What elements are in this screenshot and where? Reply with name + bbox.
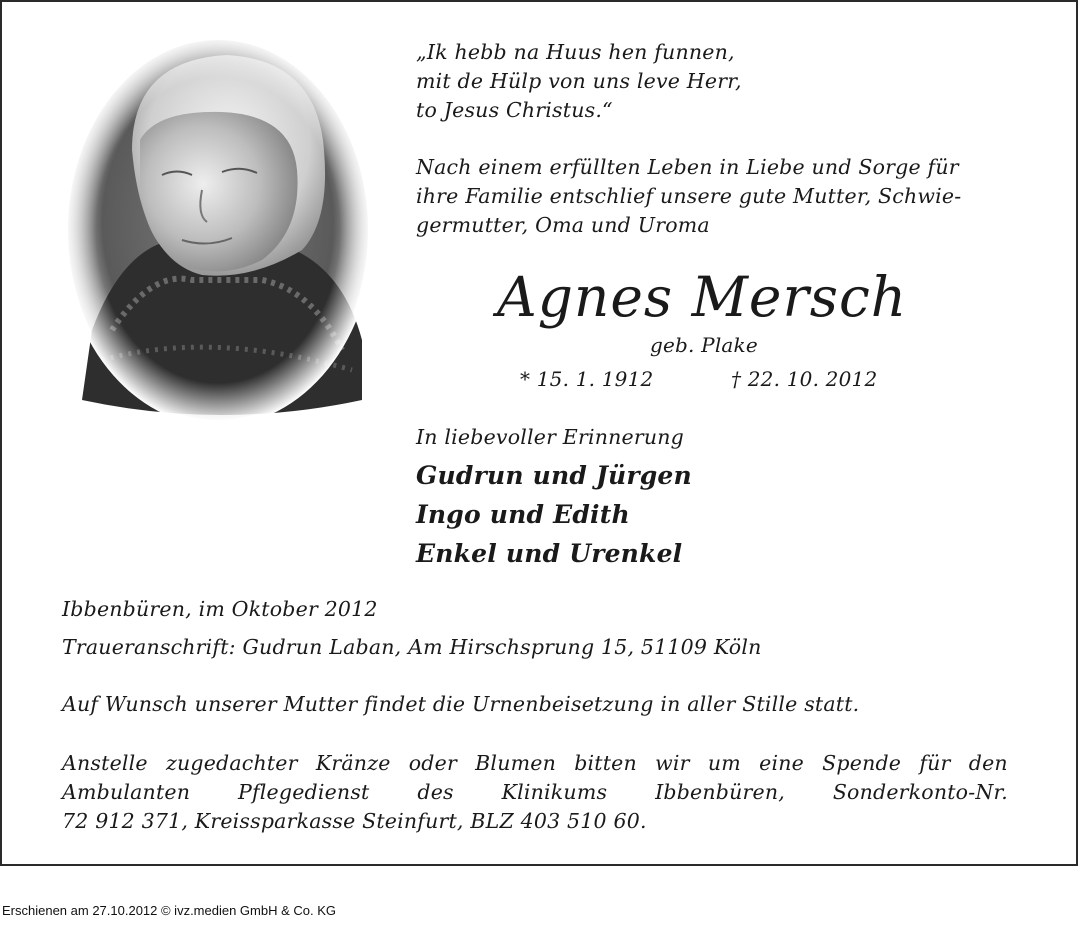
donation-word: Ibbenbüren, bbox=[655, 780, 785, 804]
donation-line: 72 912 371, Kreissparkasse Steinfurt, BLZ 403 510 60. bbox=[62, 809, 647, 833]
donation-word: Spende bbox=[822, 751, 902, 775]
deceased-name: Agnes Mersch bbox=[497, 265, 908, 329]
donation-word: um bbox=[707, 751, 741, 775]
donation-notice bbox=[62, 749, 1008, 836]
donation-word: für bbox=[919, 751, 951, 775]
publication-footer: Erschienen am 27.10.2012 © ivz.medien GmbH & Co. KG bbox=[2, 903, 337, 918]
donation-word: Ambulanten bbox=[62, 780, 191, 804]
donation-word: zugedachter bbox=[165, 751, 298, 775]
donation-word: Blumen bbox=[475, 751, 556, 775]
donation-word: eine bbox=[759, 751, 804, 775]
mourner-name: Gudrun und Jürgen bbox=[416, 461, 692, 490]
intro-line: ihre Familie entschlief unsere gute Mutter, Schwie- bbox=[416, 184, 962, 208]
donation-word: bitten bbox=[574, 751, 637, 775]
bible-quote bbox=[416, 38, 742, 125]
donation-word: Kränze bbox=[315, 751, 391, 775]
intro-line: germutter, Oma und Uroma bbox=[416, 213, 710, 237]
intro-text bbox=[416, 153, 961, 240]
portrait-photo bbox=[62, 30, 374, 422]
birth-date: * 15. 1. 1912 bbox=[520, 367, 654, 391]
mourners-list bbox=[416, 456, 692, 573]
donation-word: Pflegedienst bbox=[238, 780, 370, 804]
quote-line: to Jesus Christus.“ bbox=[416, 98, 613, 122]
memory-intro: In liebevoller Erinnerung bbox=[416, 425, 684, 449]
donation-word: des bbox=[417, 780, 454, 804]
donation-word: Klinikums bbox=[501, 780, 608, 804]
mourner-name: Enkel und Urenkel bbox=[416, 539, 683, 568]
place-date: Ibbenbüren, im Oktober 2012 bbox=[62, 597, 378, 621]
quote-line: „Ik hebb na Huus hen funnen, bbox=[416, 40, 735, 64]
donation-word: wir bbox=[655, 751, 690, 775]
maiden-name: geb. Plake bbox=[650, 333, 758, 357]
donation-word: Anstelle bbox=[62, 751, 148, 775]
mourning-address: Traueranschrift: Gudrun Laban, Am Hirschsprung 15, 51109 Köln bbox=[62, 635, 762, 659]
death-date: † 22. 10. 2012 bbox=[731, 367, 878, 391]
donation-word: oder bbox=[408, 751, 457, 775]
intro-line: Nach einem erfüllten Leben in Liebe und Sorge für bbox=[416, 155, 959, 179]
donation-line bbox=[62, 749, 1008, 778]
quote-line: mit de Hülp von uns leve Herr, bbox=[416, 69, 742, 93]
donation-word: den bbox=[968, 751, 1008, 775]
donation-word: Sonderkonto-Nr. bbox=[832, 780, 1008, 804]
donation-line bbox=[62, 778, 1008, 807]
burial-notice: Auf Wunsch unserer Mutter findet die Urnenbeisetzung in aller Stille statt. bbox=[62, 692, 860, 716]
mourner-name: Ingo und Edith bbox=[416, 500, 630, 529]
